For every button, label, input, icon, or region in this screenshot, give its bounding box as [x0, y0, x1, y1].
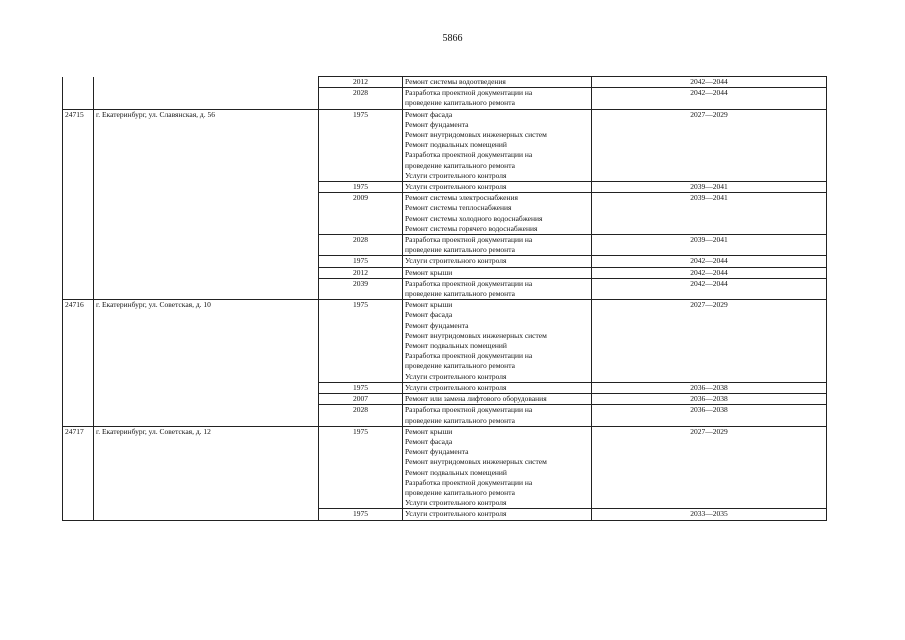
table-row — [63, 405, 827, 426]
building-address-cell — [94, 394, 319, 405]
table-row — [63, 193, 827, 235]
works-cell — [403, 509, 592, 520]
work-item: Разработка проектной документации на — [405, 88, 533, 98]
period-cell: 2042—2044 — [592, 256, 827, 267]
page-number: 5866 — [442, 33, 463, 44]
works-cell — [403, 300, 592, 383]
work-item: проведение капитального ремонта — [405, 160, 515, 170]
building-address-cell — [94, 382, 319, 393]
year-cell: 2012 — [319, 267, 403, 278]
work-item: Ремонт системы холодного водоснабжения — [405, 213, 543, 223]
works-cell — [403, 278, 592, 299]
work-item: Разработка проектной документации на — [405, 477, 533, 487]
work-item: Ремонт фундамента — [405, 447, 469, 457]
works-cell — [403, 88, 592, 109]
works-cell — [403, 193, 592, 235]
work-item: Ремонт системы водоотведения — [405, 77, 506, 86]
work-item: Ремонт системы горячего водоснабжения — [405, 223, 538, 233]
period-cell: 2036—2038 — [592, 394, 827, 405]
building-address-cell — [94, 77, 319, 88]
work-item: Разработка проектной документации на — [405, 278, 533, 288]
period-cell: 2036—2038 — [592, 382, 827, 393]
building-number-cell — [63, 394, 94, 405]
work-item: Ремонт внутридомовых инженерных систем — [405, 457, 547, 467]
year-cell: 1975 — [319, 256, 403, 267]
work-item: Ремонт внутридомовых инженерных систем — [405, 130, 547, 140]
building-number-cell — [63, 77, 94, 88]
work-item: Услуги строительного контроля — [405, 170, 507, 180]
table-row — [63, 267, 827, 278]
work-item: Услуги строительного контроля — [405, 371, 507, 381]
works-cell — [403, 382, 592, 393]
table-row — [63, 278, 827, 299]
work-item: Ремонт фасада — [405, 109, 453, 119]
building-address-cell — [94, 88, 319, 109]
work-item: Услуги строительного контроля — [405, 182, 507, 192]
work-item: Ремонт системы теплоснабжения — [405, 203, 512, 213]
work-item: Услуги строительного контроля — [405, 256, 507, 266]
building-number-cell — [63, 382, 94, 393]
building-number-cell — [63, 509, 94, 520]
work-item: Ремонт крыши — [405, 300, 453, 310]
table-row — [63, 182, 827, 193]
year-cell: 1975 — [319, 182, 403, 193]
building-number-cell: 24715 — [63, 109, 94, 181]
works-cell — [403, 182, 592, 193]
period-cell: 2039—2041 — [592, 193, 827, 235]
work-item: Ремонт крыши — [405, 426, 453, 436]
works-cell — [403, 256, 592, 267]
building-number-cell — [63, 267, 94, 278]
table-row — [63, 509, 827, 520]
work-item: Ремонт подвальных помещений — [405, 341, 507, 351]
work-item: Ремонт фундамента — [405, 119, 469, 129]
table-row — [63, 109, 827, 181]
year-cell: 2028 — [319, 88, 403, 109]
table-row — [63, 426, 827, 509]
building-number-cell — [63, 88, 94, 109]
work-item: проведение капитального ремонта — [405, 415, 515, 425]
period-cell: 2042—2044 — [592, 77, 827, 88]
period-cell: 2033—2035 — [592, 509, 827, 520]
building-address-cell — [94, 182, 319, 193]
work-item: проведение капитального ремонта — [405, 98, 515, 108]
building-address-cell — [94, 235, 319, 256]
capital-repair-table — [62, 76, 827, 521]
building-number-cell — [63, 405, 94, 426]
building-address-cell — [94, 509, 319, 520]
works-cell — [403, 267, 592, 278]
table-row — [63, 235, 827, 256]
work-item: проведение капитального ремонта — [405, 289, 515, 299]
works-cell — [403, 426, 592, 509]
table-row — [63, 300, 827, 383]
table-row — [63, 256, 827, 267]
work-item: Ремонт подвальных помещений — [405, 467, 507, 477]
period-cell: 2042—2044 — [592, 88, 827, 109]
building-number-cell — [63, 193, 94, 235]
work-item: Разработка проектной документации на — [405, 150, 533, 160]
table-row — [63, 88, 827, 109]
work-item: Услуги строительного контроля — [405, 382, 507, 392]
building-number-cell: 24716 — [63, 300, 94, 383]
work-item: Разработка проектной документации на — [405, 405, 533, 415]
work-item: Ремонт фундамента — [405, 320, 469, 330]
work-item: Ремонт системы электроснабжения — [405, 193, 518, 203]
work-item: проведение капитального ремонта — [405, 245, 515, 255]
year-cell: 2028 — [319, 405, 403, 426]
works-cell — [403, 235, 592, 256]
building-address-cell — [94, 278, 319, 299]
year-cell: 2039 — [319, 278, 403, 299]
building-address-cell: г. Екатеринбург, ул. Советская, д. 12 — [94, 426, 319, 509]
work-item: Ремонт фасада — [405, 310, 453, 320]
building-address-cell: г. Екатеринбург, ул. Советская, д. 10 — [94, 300, 319, 383]
year-cell: 2012 — [319, 77, 403, 88]
work-item: Ремонт подвальных помещений — [405, 140, 507, 150]
table-row — [63, 394, 827, 405]
period-cell: 2027—2029 — [592, 109, 827, 181]
period-cell: 2027—2029 — [592, 300, 827, 383]
period-cell: 2039—2041 — [592, 182, 827, 193]
period-cell: 2036—2038 — [592, 405, 827, 426]
year-cell: 1975 — [319, 300, 403, 383]
work-item: Ремонт внутридомовых инженерных систем — [405, 330, 547, 340]
work-item: Услуги строительного контроля — [405, 509, 507, 519]
building-number-cell — [63, 256, 94, 267]
work-item: Ремонт крыши — [405, 267, 453, 277]
year-cell: 1975 — [319, 109, 403, 181]
work-item: Ремонт фасада — [405, 436, 453, 446]
period-cell: 2039—2041 — [592, 235, 827, 256]
works-cell — [403, 405, 592, 426]
table-row — [63, 77, 827, 88]
building-address-cell — [94, 193, 319, 235]
year-cell: 1975 — [319, 509, 403, 520]
building-address-cell: г. Екатеринбург, ул. Славянская, д. 56 — [94, 109, 319, 181]
building-address-cell — [94, 256, 319, 267]
work-item: Разработка проектной документации на — [405, 351, 533, 361]
year-cell: 2028 — [319, 235, 403, 256]
work-item: Услуги строительного контроля — [405, 498, 507, 508]
year-cell: 2009 — [319, 193, 403, 235]
building-number-cell — [63, 278, 94, 299]
year-cell: 1975 — [319, 382, 403, 393]
building-number-cell — [63, 182, 94, 193]
building-address-cell — [94, 405, 319, 426]
work-item: проведение капитального ремонта — [405, 487, 515, 497]
building-number-cell: 24717 — [63, 426, 94, 509]
period-cell: 2027—2029 — [592, 426, 827, 509]
table-body — [63, 77, 827, 521]
year-cell: 1975 — [319, 426, 403, 509]
period-cell: 2042—2044 — [592, 278, 827, 299]
table-row — [63, 382, 827, 393]
building-address-cell — [94, 267, 319, 278]
work-item: Ремонт или замена лифтового оборудования — [405, 394, 547, 404]
building-number-cell — [63, 235, 94, 256]
work-item: Разработка проектной документации на — [405, 235, 533, 245]
works-cell — [403, 77, 592, 88]
year-cell: 2007 — [319, 394, 403, 405]
works-cell — [403, 394, 592, 405]
works-cell — [403, 109, 592, 181]
work-item: проведение капитального ремонта — [405, 361, 515, 371]
period-cell: 2042—2044 — [592, 267, 827, 278]
